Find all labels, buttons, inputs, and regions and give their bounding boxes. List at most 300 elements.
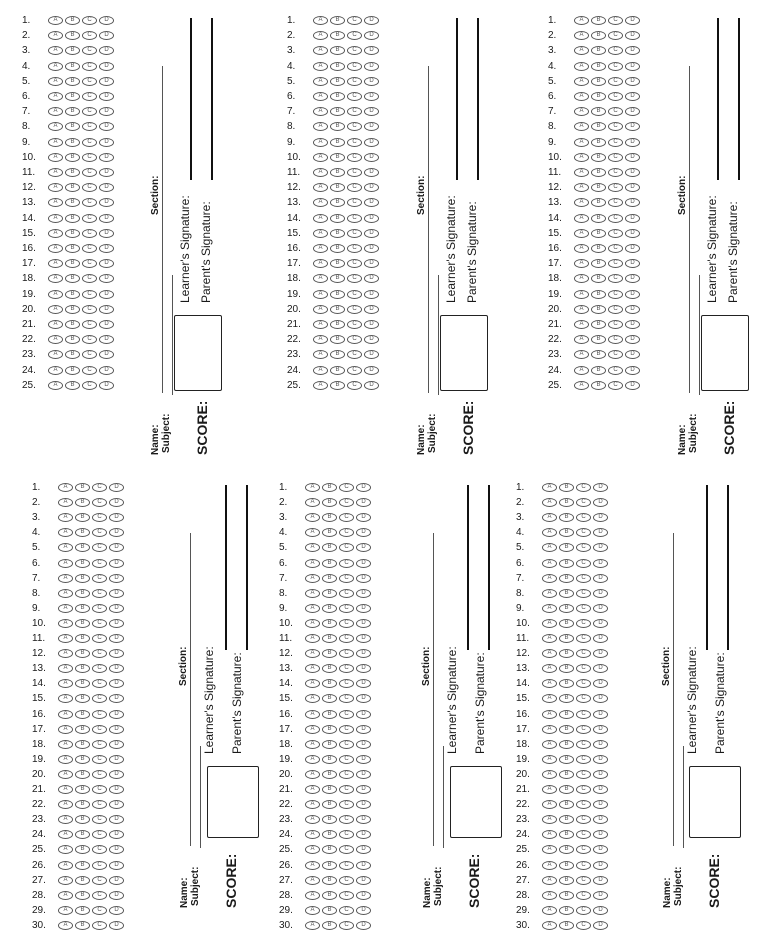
- answer-bubble-d[interactable]: D: [593, 559, 608, 568]
- answer-bubble-a[interactable]: A: [305, 861, 320, 870]
- answer-bubble-a[interactable]: A: [574, 381, 589, 390]
- answer-bubble-c[interactable]: C: [82, 153, 97, 162]
- answer-bubble-d[interactable]: D: [364, 290, 379, 299]
- answer-bubble-b[interactable]: B: [559, 891, 574, 900]
- answer-bubble-c[interactable]: C: [92, 513, 107, 522]
- answer-bubble-c[interactable]: C: [339, 725, 354, 734]
- answer-bubble-a[interactable]: A: [58, 664, 73, 673]
- answer-bubble-b[interactable]: B: [322, 861, 337, 870]
- answer-bubble-b[interactable]: B: [75, 710, 90, 719]
- answer-bubble-d[interactable]: D: [593, 619, 608, 628]
- answer-bubble-b[interactable]: B: [559, 710, 574, 719]
- answer-bubble-a[interactable]: A: [48, 229, 63, 238]
- answer-bubble-a[interactable]: A: [58, 785, 73, 794]
- answer-bubble-b[interactable]: B: [591, 77, 606, 86]
- answer-bubble-c[interactable]: C: [576, 634, 591, 643]
- answer-bubble-a[interactable]: A: [313, 168, 328, 177]
- answer-bubble-b[interactable]: B: [65, 183, 80, 192]
- answer-bubble-c[interactable]: C: [92, 815, 107, 824]
- answer-bubble-d[interactable]: D: [593, 574, 608, 583]
- answer-bubble-d[interactable]: D: [99, 244, 114, 253]
- answer-bubble-d[interactable]: D: [364, 214, 379, 223]
- answer-bubble-a[interactable]: A: [58, 845, 73, 854]
- answer-bubble-c[interactable]: C: [82, 305, 97, 314]
- answer-bubble-a[interactable]: A: [58, 589, 73, 598]
- answer-bubble-b[interactable]: B: [591, 138, 606, 147]
- answer-bubble-c[interactable]: C: [347, 92, 362, 101]
- answer-bubble-d[interactable]: D: [356, 785, 371, 794]
- answer-bubble-c[interactable]: C: [82, 77, 97, 86]
- answer-bubble-c[interactable]: C: [347, 244, 362, 253]
- answer-bubble-a[interactable]: A: [305, 559, 320, 568]
- answer-bubble-d[interactable]: D: [99, 229, 114, 238]
- answer-bubble-b[interactable]: B: [322, 785, 337, 794]
- answer-bubble-d[interactable]: D: [99, 77, 114, 86]
- answer-bubble-d[interactable]: D: [356, 876, 371, 885]
- answer-bubble-b[interactable]: B: [330, 366, 345, 375]
- answer-bubble-c[interactable]: C: [82, 16, 97, 25]
- answer-bubble-d[interactable]: D: [593, 921, 608, 930]
- answer-bubble-c[interactable]: C: [82, 214, 97, 223]
- answer-bubble-a[interactable]: A: [542, 921, 557, 930]
- answer-bubble-a[interactable]: A: [48, 107, 63, 116]
- answer-bubble-b[interactable]: B: [65, 198, 80, 207]
- answer-bubble-b[interactable]: B: [65, 229, 80, 238]
- answer-bubble-a[interactable]: A: [542, 861, 557, 870]
- answer-bubble-d[interactable]: D: [625, 92, 640, 101]
- answer-bubble-a[interactable]: A: [574, 229, 589, 238]
- answer-bubble-a[interactable]: A: [58, 559, 73, 568]
- answer-bubble-a[interactable]: A: [574, 320, 589, 329]
- answer-bubble-b[interactable]: B: [75, 740, 90, 749]
- answer-bubble-b[interactable]: B: [591, 168, 606, 177]
- answer-bubble-c[interactable]: C: [92, 755, 107, 764]
- answer-bubble-c[interactable]: C: [339, 589, 354, 598]
- answer-bubble-a[interactable]: A: [305, 649, 320, 658]
- answer-bubble-d[interactable]: D: [356, 694, 371, 703]
- answer-bubble-d[interactable]: D: [593, 528, 608, 537]
- answer-bubble-c[interactable]: C: [608, 320, 623, 329]
- answer-bubble-d[interactable]: D: [356, 483, 371, 492]
- answer-bubble-d[interactable]: D: [364, 16, 379, 25]
- answer-bubble-c[interactable]: C: [339, 755, 354, 764]
- answer-bubble-c[interactable]: C: [576, 876, 591, 885]
- answer-bubble-b[interactable]: B: [75, 785, 90, 794]
- answer-bubble-b[interactable]: B: [75, 679, 90, 688]
- answer-bubble-b[interactable]: B: [591, 381, 606, 390]
- answer-bubble-a[interactable]: A: [48, 31, 63, 40]
- answer-bubble-d[interactable]: D: [364, 274, 379, 283]
- answer-bubble-c[interactable]: C: [576, 528, 591, 537]
- answer-bubble-a[interactable]: A: [305, 604, 320, 613]
- answer-bubble-a[interactable]: A: [542, 589, 557, 598]
- answer-bubble-d[interactable]: D: [99, 62, 114, 71]
- answer-bubble-c[interactable]: C: [576, 770, 591, 779]
- answer-bubble-a[interactable]: A: [48, 62, 63, 71]
- answer-bubble-c[interactable]: C: [82, 244, 97, 253]
- answer-bubble-a[interactable]: A: [58, 861, 73, 870]
- answer-bubble-d[interactable]: D: [625, 274, 640, 283]
- answer-bubble-c[interactable]: C: [82, 107, 97, 116]
- answer-bubble-d[interactable]: D: [364, 168, 379, 177]
- answer-bubble-a[interactable]: A: [542, 770, 557, 779]
- answer-bubble-d[interactable]: D: [593, 604, 608, 613]
- answer-bubble-a[interactable]: A: [542, 498, 557, 507]
- answer-bubble-c[interactable]: C: [347, 62, 362, 71]
- answer-bubble-c[interactable]: C: [92, 725, 107, 734]
- answer-bubble-c[interactable]: C: [347, 259, 362, 268]
- answer-bubble-d[interactable]: D: [356, 559, 371, 568]
- answer-bubble-d[interactable]: D: [109, 543, 124, 552]
- answer-bubble-b[interactable]: B: [322, 483, 337, 492]
- answer-bubble-d[interactable]: D: [109, 815, 124, 824]
- answer-bubble-a[interactable]: A: [313, 31, 328, 40]
- answer-bubble-a[interactable]: A: [305, 483, 320, 492]
- answer-bubble-b[interactable]: B: [559, 498, 574, 507]
- answer-bubble-b[interactable]: B: [65, 320, 80, 329]
- answer-bubble-b[interactable]: B: [75, 891, 90, 900]
- answer-bubble-b[interactable]: B: [75, 543, 90, 552]
- answer-bubble-b[interactable]: B: [559, 649, 574, 658]
- answer-bubble-d[interactable]: D: [109, 876, 124, 885]
- answer-bubble-b[interactable]: B: [591, 46, 606, 55]
- answer-bubble-a[interactable]: A: [574, 138, 589, 147]
- answer-bubble-a[interactable]: A: [313, 183, 328, 192]
- answer-bubble-a[interactable]: A: [313, 320, 328, 329]
- answer-bubble-b[interactable]: B: [322, 755, 337, 764]
- answer-bubble-b[interactable]: B: [322, 921, 337, 930]
- answer-bubble-c[interactable]: C: [82, 46, 97, 55]
- answer-bubble-a[interactable]: A: [58, 830, 73, 839]
- answer-bubble-c[interactable]: C: [347, 229, 362, 238]
- answer-bubble-b[interactable]: B: [330, 259, 345, 268]
- answer-bubble-d[interactable]: D: [356, 830, 371, 839]
- answer-bubble-c[interactable]: C: [92, 876, 107, 885]
- answer-bubble-b[interactable]: B: [591, 229, 606, 238]
- answer-bubble-a[interactable]: A: [58, 483, 73, 492]
- answer-bubble-d[interactable]: D: [356, 800, 371, 809]
- answer-bubble-b[interactable]: B: [75, 815, 90, 824]
- answer-bubble-c[interactable]: C: [347, 366, 362, 375]
- answer-bubble-b[interactable]: B: [330, 107, 345, 116]
- answer-bubble-c[interactable]: C: [576, 845, 591, 854]
- answer-bubble-b[interactable]: B: [65, 92, 80, 101]
- answer-bubble-a[interactable]: A: [542, 483, 557, 492]
- answer-bubble-c[interactable]: C: [347, 153, 362, 162]
- answer-bubble-a[interactable]: A: [305, 619, 320, 628]
- answer-bubble-b[interactable]: B: [322, 649, 337, 658]
- answer-bubble-b[interactable]: B: [559, 634, 574, 643]
- answer-bubble-b[interactable]: B: [322, 619, 337, 628]
- answer-bubble-b[interactable]: B: [330, 198, 345, 207]
- answer-bubble-a[interactable]: A: [574, 62, 589, 71]
- answer-bubble-b[interactable]: B: [330, 31, 345, 40]
- answer-bubble-c[interactable]: C: [608, 290, 623, 299]
- answer-bubble-a[interactable]: A: [58, 619, 73, 628]
- answer-bubble-c[interactable]: C: [576, 559, 591, 568]
- answer-bubble-c[interactable]: C: [92, 559, 107, 568]
- answer-bubble-a[interactable]: A: [48, 350, 63, 359]
- answer-bubble-b[interactable]: B: [322, 574, 337, 583]
- answer-bubble-a[interactable]: A: [574, 290, 589, 299]
- answer-bubble-d[interactable]: D: [109, 679, 124, 688]
- answer-bubble-c[interactable]: C: [92, 800, 107, 809]
- answer-bubble-a[interactable]: A: [574, 183, 589, 192]
- answer-bubble-d[interactable]: D: [364, 335, 379, 344]
- answer-bubble-a[interactable]: A: [574, 305, 589, 314]
- answer-bubble-d[interactable]: D: [364, 244, 379, 253]
- answer-bubble-c[interactable]: C: [347, 122, 362, 131]
- answer-bubble-a[interactable]: A: [313, 198, 328, 207]
- answer-bubble-c[interactable]: C: [347, 16, 362, 25]
- answer-bubble-d[interactable]: D: [593, 634, 608, 643]
- answer-bubble-b[interactable]: B: [322, 498, 337, 507]
- answer-bubble-a[interactable]: A: [542, 845, 557, 854]
- answer-bubble-d[interactable]: D: [99, 16, 114, 25]
- answer-bubble-c[interactable]: C: [82, 381, 97, 390]
- answer-bubble-b[interactable]: B: [75, 604, 90, 613]
- answer-bubble-a[interactable]: A: [574, 16, 589, 25]
- answer-bubble-c[interactable]: C: [339, 634, 354, 643]
- answer-bubble-b[interactable]: B: [559, 559, 574, 568]
- answer-bubble-b[interactable]: B: [65, 350, 80, 359]
- answer-bubble-b[interactable]: B: [330, 138, 345, 147]
- answer-bubble-a[interactable]: A: [313, 107, 328, 116]
- answer-bubble-a[interactable]: A: [542, 800, 557, 809]
- answer-bubble-a[interactable]: A: [313, 122, 328, 131]
- answer-bubble-a[interactable]: A: [542, 740, 557, 749]
- answer-bubble-a[interactable]: A: [574, 366, 589, 375]
- answer-bubble-c[interactable]: C: [576, 664, 591, 673]
- answer-bubble-b[interactable]: B: [322, 543, 337, 552]
- answer-bubble-c[interactable]: C: [576, 694, 591, 703]
- answer-bubble-a[interactable]: A: [313, 259, 328, 268]
- answer-bubble-a[interactable]: A: [305, 740, 320, 749]
- answer-bubble-c[interactable]: C: [339, 483, 354, 492]
- answer-bubble-b[interactable]: B: [322, 694, 337, 703]
- answer-bubble-b[interactable]: B: [559, 543, 574, 552]
- answer-bubble-a[interactable]: A: [58, 634, 73, 643]
- answer-bubble-d[interactable]: D: [625, 381, 640, 390]
- answer-bubble-a[interactable]: A: [305, 664, 320, 673]
- answer-bubble-d[interactable]: D: [625, 290, 640, 299]
- answer-bubble-b[interactable]: B: [75, 664, 90, 673]
- answer-bubble-a[interactable]: A: [542, 830, 557, 839]
- answer-bubble-b[interactable]: B: [591, 122, 606, 131]
- answer-bubble-d[interactable]: D: [356, 543, 371, 552]
- answer-bubble-d[interactable]: D: [625, 77, 640, 86]
- answer-bubble-c[interactable]: C: [576, 725, 591, 734]
- answer-bubble-c[interactable]: C: [347, 107, 362, 116]
- answer-bubble-b[interactable]: B: [559, 876, 574, 885]
- answer-bubble-b[interactable]: B: [322, 830, 337, 839]
- answer-bubble-a[interactable]: A: [574, 92, 589, 101]
- answer-bubble-b[interactable]: B: [330, 168, 345, 177]
- answer-bubble-a[interactable]: A: [58, 770, 73, 779]
- answer-bubble-a[interactable]: A: [58, 710, 73, 719]
- answer-bubble-b[interactable]: B: [65, 244, 80, 253]
- answer-bubble-a[interactable]: A: [58, 815, 73, 824]
- answer-bubble-a[interactable]: A: [48, 335, 63, 344]
- answer-bubble-c[interactable]: C: [82, 350, 97, 359]
- answer-bubble-a[interactable]: A: [313, 290, 328, 299]
- answer-bubble-d[interactable]: D: [109, 830, 124, 839]
- answer-bubble-c[interactable]: C: [608, 214, 623, 223]
- answer-bubble-a[interactable]: A: [58, 498, 73, 507]
- answer-bubble-d[interactable]: D: [593, 679, 608, 688]
- answer-bubble-c[interactable]: C: [339, 679, 354, 688]
- answer-bubble-a[interactable]: A: [58, 740, 73, 749]
- answer-bubble-b[interactable]: B: [330, 153, 345, 162]
- answer-bubble-d[interactable]: D: [109, 845, 124, 854]
- answer-bubble-c[interactable]: C: [347, 168, 362, 177]
- answer-bubble-c[interactable]: C: [339, 740, 354, 749]
- answer-bubble-d[interactable]: D: [99, 183, 114, 192]
- answer-bubble-c[interactable]: C: [92, 483, 107, 492]
- answer-bubble-c[interactable]: C: [347, 350, 362, 359]
- answer-bubble-b[interactable]: B: [65, 46, 80, 55]
- answer-bubble-b[interactable]: B: [330, 305, 345, 314]
- answer-bubble-c[interactable]: C: [82, 229, 97, 238]
- answer-bubble-d[interactable]: D: [356, 906, 371, 915]
- answer-bubble-d[interactable]: D: [593, 498, 608, 507]
- answer-bubble-c[interactable]: C: [339, 861, 354, 870]
- answer-bubble-b[interactable]: B: [322, 513, 337, 522]
- answer-bubble-b[interactable]: B: [591, 62, 606, 71]
- answer-bubble-a[interactable]: A: [48, 274, 63, 283]
- answer-bubble-d[interactable]: D: [364, 31, 379, 40]
- answer-bubble-c[interactable]: C: [82, 366, 97, 375]
- answer-bubble-c[interactable]: C: [82, 183, 97, 192]
- answer-bubble-c[interactable]: C: [347, 138, 362, 147]
- answer-bubble-a[interactable]: A: [305, 921, 320, 930]
- answer-bubble-b[interactable]: B: [591, 274, 606, 283]
- answer-bubble-c[interactable]: C: [82, 138, 97, 147]
- answer-bubble-d[interactable]: D: [625, 62, 640, 71]
- answer-bubble-b[interactable]: B: [65, 16, 80, 25]
- answer-bubble-b[interactable]: B: [65, 335, 80, 344]
- answer-bubble-a[interactable]: A: [48, 138, 63, 147]
- answer-bubble-c[interactable]: C: [339, 906, 354, 915]
- answer-bubble-b[interactable]: B: [591, 259, 606, 268]
- answer-bubble-b[interactable]: B: [591, 92, 606, 101]
- answer-bubble-b[interactable]: B: [559, 574, 574, 583]
- answer-bubble-c[interactable]: C: [576, 483, 591, 492]
- answer-bubble-d[interactable]: D: [593, 694, 608, 703]
- answer-bubble-c[interactable]: C: [576, 800, 591, 809]
- answer-bubble-b[interactable]: B: [330, 229, 345, 238]
- answer-bubble-c[interactable]: C: [339, 649, 354, 658]
- answer-bubble-a[interactable]: A: [305, 755, 320, 764]
- answer-bubble-b[interactable]: B: [591, 153, 606, 162]
- answer-bubble-c[interactable]: C: [92, 770, 107, 779]
- answer-bubble-a[interactable]: A: [48, 290, 63, 299]
- answer-bubble-a[interactable]: A: [58, 679, 73, 688]
- answer-bubble-a[interactable]: A: [542, 710, 557, 719]
- answer-bubble-c[interactable]: C: [92, 906, 107, 915]
- answer-bubble-d[interactable]: D: [625, 46, 640, 55]
- answer-bubble-a[interactable]: A: [542, 543, 557, 552]
- answer-bubble-d[interactable]: D: [625, 244, 640, 253]
- answer-bubble-d[interactable]: D: [109, 619, 124, 628]
- answer-bubble-b[interactable]: B: [330, 183, 345, 192]
- answer-bubble-d[interactable]: D: [356, 755, 371, 764]
- answer-bubble-a[interactable]: A: [305, 815, 320, 824]
- answer-bubble-d[interactable]: D: [356, 770, 371, 779]
- answer-bubble-d[interactable]: D: [593, 785, 608, 794]
- answer-bubble-c[interactable]: C: [82, 259, 97, 268]
- answer-bubble-a[interactable]: A: [313, 62, 328, 71]
- answer-bubble-d[interactable]: D: [356, 921, 371, 930]
- answer-bubble-b[interactable]: B: [65, 31, 80, 40]
- answer-bubble-b[interactable]: B: [65, 274, 80, 283]
- answer-bubble-d[interactable]: D: [99, 259, 114, 268]
- answer-bubble-c[interactable]: C: [576, 543, 591, 552]
- answer-bubble-c[interactable]: C: [92, 528, 107, 537]
- answer-bubble-d[interactable]: D: [109, 891, 124, 900]
- answer-bubble-c[interactable]: C: [82, 168, 97, 177]
- answer-bubble-d[interactable]: D: [99, 122, 114, 131]
- answer-bubble-d[interactable]: D: [356, 710, 371, 719]
- answer-bubble-b[interactable]: B: [330, 274, 345, 283]
- answer-bubble-c[interactable]: C: [608, 16, 623, 25]
- answer-bubble-c[interactable]: C: [576, 649, 591, 658]
- answer-bubble-c[interactable]: C: [608, 366, 623, 375]
- answer-bubble-c[interactable]: C: [339, 891, 354, 900]
- answer-bubble-c[interactable]: C: [92, 664, 107, 673]
- answer-bubble-d[interactable]: D: [109, 513, 124, 522]
- answer-bubble-a[interactable]: A: [574, 31, 589, 40]
- answer-bubble-c[interactable]: C: [608, 244, 623, 253]
- answer-bubble-d[interactable]: D: [593, 891, 608, 900]
- answer-bubble-d[interactable]: D: [625, 259, 640, 268]
- answer-bubble-c[interactable]: C: [92, 740, 107, 749]
- answer-bubble-d[interactable]: D: [109, 574, 124, 583]
- answer-bubble-a[interactable]: A: [58, 604, 73, 613]
- answer-bubble-a[interactable]: A: [574, 198, 589, 207]
- answer-bubble-d[interactable]: D: [625, 335, 640, 344]
- answer-bubble-b[interactable]: B: [75, 845, 90, 854]
- answer-bubble-a[interactable]: A: [313, 46, 328, 55]
- answer-bubble-d[interactable]: D: [364, 366, 379, 375]
- answer-bubble-a[interactable]: A: [542, 679, 557, 688]
- answer-bubble-c[interactable]: C: [347, 305, 362, 314]
- answer-bubble-c[interactable]: C: [82, 31, 97, 40]
- answer-bubble-c[interactable]: C: [339, 543, 354, 552]
- answer-bubble-b[interactable]: B: [330, 381, 345, 390]
- answer-bubble-b[interactable]: B: [65, 153, 80, 162]
- answer-bubble-c[interactable]: C: [339, 876, 354, 885]
- answer-bubble-d[interactable]: D: [593, 513, 608, 522]
- answer-bubble-b[interactable]: B: [65, 381, 80, 390]
- answer-bubble-b[interactable]: B: [322, 528, 337, 537]
- answer-bubble-d[interactable]: D: [109, 634, 124, 643]
- answer-bubble-d[interactable]: D: [364, 107, 379, 116]
- answer-bubble-b[interactable]: B: [591, 183, 606, 192]
- answer-bubble-d[interactable]: D: [364, 46, 379, 55]
- answer-bubble-a[interactable]: A: [574, 46, 589, 55]
- answer-bubble-a[interactable]: A: [305, 830, 320, 839]
- answer-bubble-c[interactable]: C: [339, 528, 354, 537]
- answer-bubble-c[interactable]: C: [92, 574, 107, 583]
- answer-bubble-b[interactable]: B: [65, 138, 80, 147]
- answer-bubble-b[interactable]: B: [65, 168, 80, 177]
- answer-bubble-b[interactable]: B: [65, 259, 80, 268]
- answer-bubble-c[interactable]: C: [576, 785, 591, 794]
- answer-bubble-a[interactable]: A: [313, 77, 328, 86]
- answer-bubble-c[interactable]: C: [576, 574, 591, 583]
- answer-bubble-a[interactable]: A: [542, 664, 557, 673]
